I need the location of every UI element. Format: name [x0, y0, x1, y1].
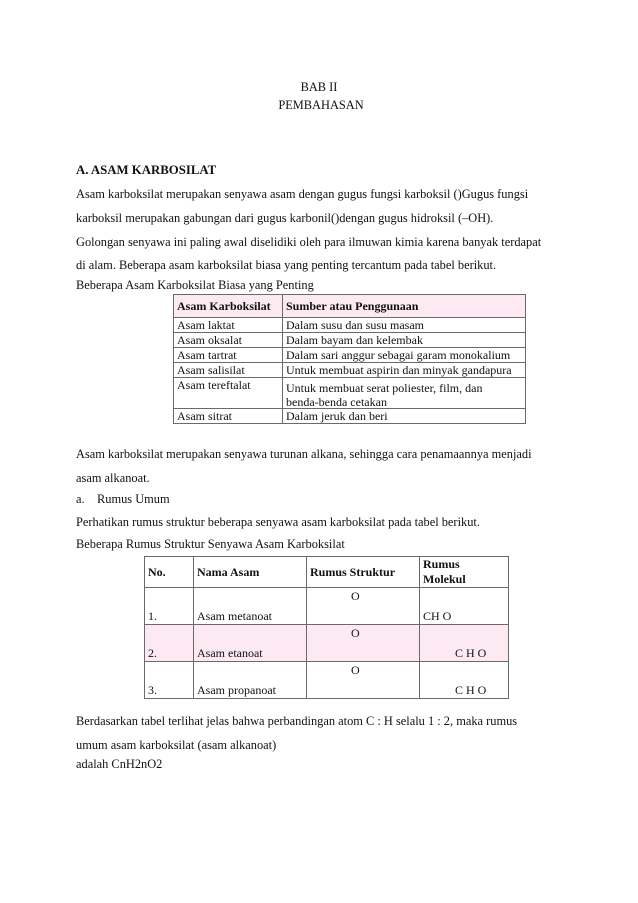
- general-formula-line: adalah CnH2nO2: [76, 757, 163, 771]
- table-cell: [307, 625, 420, 662]
- table-cell: [194, 625, 307, 662]
- structure-formula: O: [351, 589, 360, 603]
- acid-source: Dalam susu dan susu masam: [286, 318, 424, 332]
- table-cell: [420, 662, 509, 699]
- paragraph-line: karboksil merupakan gabungan dari gugus karbonil()dengan gugus hidroksil (–OH).: [76, 211, 494, 225]
- acid-name: Asam salisilat: [174, 363, 283, 378]
- acid-source-clip: [286, 378, 522, 408]
- paragraph-line: Asam karboksilat merupakan senyawa asam dengan gugus fungsi karboksil ()Gugus fungsi: [76, 187, 529, 201]
- acid-name: Asam sitrat: [174, 409, 283, 424]
- paragraph-line: Golongan senyawa ini paling awal diselidiki oleh para ilmuwan kimia karena banyak terdapat: [76, 235, 542, 249]
- table-header-row: [174, 295, 526, 318]
- table-cell: [307, 588, 420, 625]
- paragraph-line: Perhatikan rumus struktur beberapa senyawa asam karboksilat pada tabel berikut.: [76, 515, 480, 529]
- table-cell: [283, 378, 526, 409]
- row-number: 2.: [148, 646, 157, 660]
- table-row: [145, 625, 509, 662]
- table-header-cell: Rumus Struktur: [307, 557, 420, 588]
- row-number: 1.: [148, 609, 157, 623]
- table-header-cell: No.: [145, 557, 194, 588]
- acid-name: Asam oksalat: [174, 333, 283, 348]
- table-header-cell: Sumber atau Penggunaan: [283, 295, 526, 318]
- acid-name: Asam laktat: [177, 318, 235, 332]
- table-cell: [194, 662, 307, 699]
- acid-source-continued: benda-benda cetakan: [286, 395, 387, 408]
- table-row: [145, 662, 509, 699]
- row-number: 3.: [148, 683, 157, 697]
- acid-source: Dalam bayam dan kelembak: [283, 333, 526, 348]
- table-cell: [145, 588, 194, 625]
- structural-formula-table: [144, 556, 509, 699]
- structure-formula: O: [351, 626, 360, 640]
- table-header-row: [145, 557, 509, 588]
- table-row: [174, 378, 526, 409]
- table-row: [145, 588, 509, 625]
- table-row: [174, 348, 526, 363]
- acid-source: Dalam sari anggur sebagai garam monokalium: [283, 348, 526, 363]
- table-caption: Beberapa Rumus Struktur Senyawa Asam Karboksilat: [76, 537, 345, 551]
- chapter-label: BAB II: [300, 80, 338, 94]
- table-header-cell: Nama Asam: [194, 557, 307, 588]
- table-header-cell: Rumus Molekul: [420, 557, 509, 588]
- acid-name: Asam tereftalat: [174, 378, 283, 409]
- table-cell: [307, 662, 420, 699]
- table-row: [174, 363, 526, 378]
- table-cell: [194, 588, 307, 625]
- table-row: [174, 333, 526, 348]
- chapter-title: PEMBAHASAN: [278, 98, 364, 112]
- table-cell: [420, 588, 509, 625]
- table-header-cell: Asam Karboksilat: [174, 295, 283, 318]
- acid-source: Untuk membuat aspirin dan minyak gandapura: [283, 363, 526, 378]
- table-cell: [145, 625, 194, 662]
- acid-name: Asam tartrat: [174, 348, 283, 363]
- section-heading: A. ASAM KARBOSILAT: [76, 163, 217, 177]
- molecular-formula: C H O: [455, 683, 487, 697]
- paragraph-line: asam alkanoat.: [76, 471, 150, 485]
- table-cell: [174, 318, 283, 333]
- table-row: [174, 318, 526, 333]
- molecular-formula: CH O: [423, 609, 452, 623]
- acid-name: Asam propanoat: [197, 683, 276, 697]
- table-cell: [420, 625, 509, 662]
- acid-name: Asam etanoat: [197, 646, 263, 660]
- structure-formula: O: [351, 663, 360, 677]
- paragraph-line: di alam. Beberapa asam karboksilat biasa yang penting tercantum pada tabel berikut.: [76, 258, 497, 272]
- carboxylic-acids-table: [173, 294, 526, 424]
- paragraph-line: umum asam karboksilat (asam alkanoat): [76, 738, 277, 752]
- paragraph-line: Asam karboksilat merupakan senyawa turunan alkana, sehingga cara penamaannya menjadi: [76, 447, 532, 461]
- acid-source: Untuk membuat serat poliester, film, dan: [286, 381, 483, 395]
- table-row: [174, 409, 526, 424]
- acid-source: Dalam jeruk dan beri: [283, 409, 526, 424]
- acid-name: Asam metanoat: [197, 609, 272, 623]
- table-cell: [145, 662, 194, 699]
- table-cell: [283, 318, 526, 333]
- paragraph-line: Berdasarkan tabel terlihat jelas bahwa perbandingan atom C : H selalu 1 : 2, maka rumus: [76, 714, 518, 728]
- molecular-formula: C H O: [455, 646, 487, 660]
- table-caption: Beberapa Asam Karboksilat Biasa yang Penting: [76, 278, 314, 292]
- subheading: a. Rumus Umum: [76, 492, 170, 506]
